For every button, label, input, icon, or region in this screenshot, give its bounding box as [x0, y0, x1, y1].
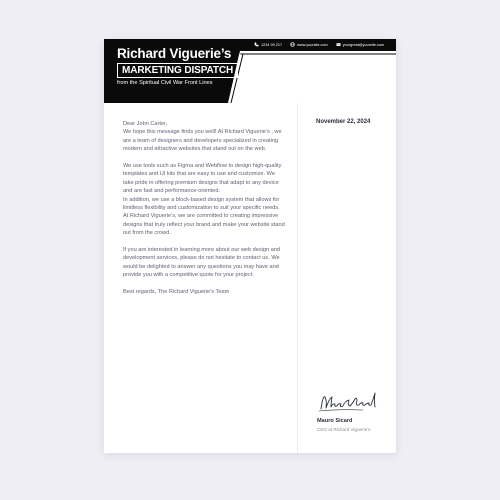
contact-phone[interactable] — [254, 42, 282, 47]
brand-title: Richard Viguerie’s — [117, 46, 232, 61]
letter-closing: Best regards, The Richard Viguerie’s Team — [123, 289, 230, 296]
phone-icon — [254, 42, 259, 47]
brand-tagline: from the Spiritual Civil War Front Lines — [117, 80, 213, 86]
letter-paragraph: If you are interested in learning more about our web design and development services, please do not hesitate to contact us. We would be delighted to answer any questions you may have and provide you with a competitive quote for your project. — [123, 247, 281, 279]
mail-icon — [336, 42, 341, 47]
letter-paragraph: In addition, we use a block-based design system that allows for limitless flexibility and customization to suit your specific needs. At Richard Viguerie’s, we are committed to creating impressive designs that truly reflect your brand and make your website stand out from the crowd. — [123, 196, 285, 237]
contact-website-text: www.yoursite.com — [297, 42, 328, 47]
contact-website[interactable] — [290, 42, 328, 47]
letter-paragraph: We hope this message finds you well! At Richard Viguerie’s , we are a team of designers and developers specialized in creating modern and attractive websites that stand out on the web. — [123, 129, 282, 153]
letter-body — [123, 120, 285, 296]
signer-name: Mauro Sicard — [317, 418, 353, 424]
brand-subtitle: MARKETING DISPATCH — [117, 63, 238, 78]
letter-paragraph: We use tools such as Figma and Webflow to design high-quality templates and UI kits that are easy to use and customize. We take pride in offering premium designs that adapt to any device and are fast and performance-oriented. — [123, 163, 282, 195]
contact-email-text: yourgreat@yoursite.com — [342, 42, 385, 47]
column-divider — [297, 103, 298, 453]
contact-phone-text: 1234 99 217 — [261, 42, 283, 47]
signer-title: CEO at Richard Viguerie’s — [317, 427, 371, 432]
contact-bar — [254, 42, 384, 47]
signature-image — [317, 391, 381, 415]
letter-date: November 22, 2024 — [316, 119, 371, 125]
globe-icon — [290, 42, 295, 47]
letter-page — [104, 39, 396, 453]
letter-salutation: Dear John Carter, — [123, 121, 168, 127]
contact-email[interactable] — [336, 42, 384, 47]
